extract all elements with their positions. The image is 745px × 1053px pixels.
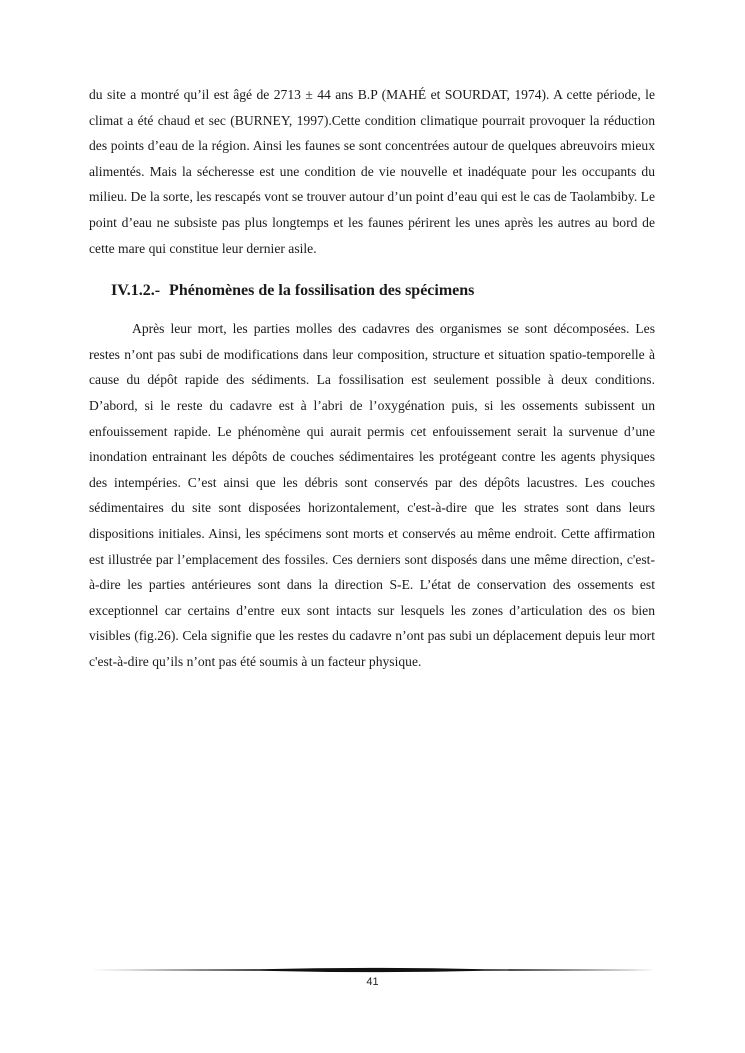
section-number: IV.1.2.- (111, 282, 161, 300)
page-number: 41 (366, 976, 379, 988)
paragraph-fossilisation: Après leur mort, les parties molles des cadavres des organismes se sont décomposées. Les restes n’ont pas subi de modifications dans leur composition, structure et situation spatio-temporelle à cause du dépôt rapide des sédiments. La fossilisation est seulement possible à deux conditions. D’abord, si le reste du cadavre est à l’abri de l’oxygénation puis, si les ossements subissent un enfouissement rapide. Le phénomène qui aurait permis cet enfouissement serait la survenue d’une inondation entrainant les dépôts de couches sédimentaires les protégeant contre les agents physiques des intempéries. C’est ainsi que les débris sont conservés par des dépôts lacustres. Les couches sédimentaires du site sont disposées horizontalement, c'est-à-dire que les strates sont dans leurs dispositions initiales. Ainsi, les spécimens sont morts et conservés au même endroit. Cette affirmation est illustrée par l’emplacement des fossiles. Ces derniers sont disposés dans une même direction, c'est-à-dire les parties antérieures sont dans la direction S-E. L’état de conservation des ossements est exceptionnel car certains d’entre eux sont intacts sur lesquels les zones d’articulation des os bien visibles (fig.26). Cela signifie que les restes du cadavre n’ont pas subi un déplacement depuis leur mort c'est-à-dire qu’ils n’ont pas été soumis à un facteur physique. (89, 321, 655, 669)
document-body (89, 82, 655, 674)
footer-divider (89, 966, 655, 974)
section-heading (111, 280, 655, 302)
section-title: Phénomènes de la fossilisation des spécimens (169, 282, 475, 300)
paragraph-continuation: du site a montré qu’il est âgé de 2713 ± 44 ans B.P (MAHÉ et SOURDAT, 1974). A cette période, le climat a été chaud et sec (BURNEY, 1997).Cette condition climatique pourrait provoquer la réduction des points d’eau de la région. Ainsi les faunes se sont concentrées autour de quelques abreuvoirs mieux alimentés. Mais la sécheresse est une condition de vie nouvelle et inadéquate pour les occupants du milieu. De la sorte, les rescapés vont se trouver autour d’un point d’eau qui est le cas de Taolambiby. Le point d’eau ne subsiste pas plus longtemps et les faunes périrent les unes après les autres au bord de cette mare qui constitue leur dernier asile. (89, 87, 655, 256)
